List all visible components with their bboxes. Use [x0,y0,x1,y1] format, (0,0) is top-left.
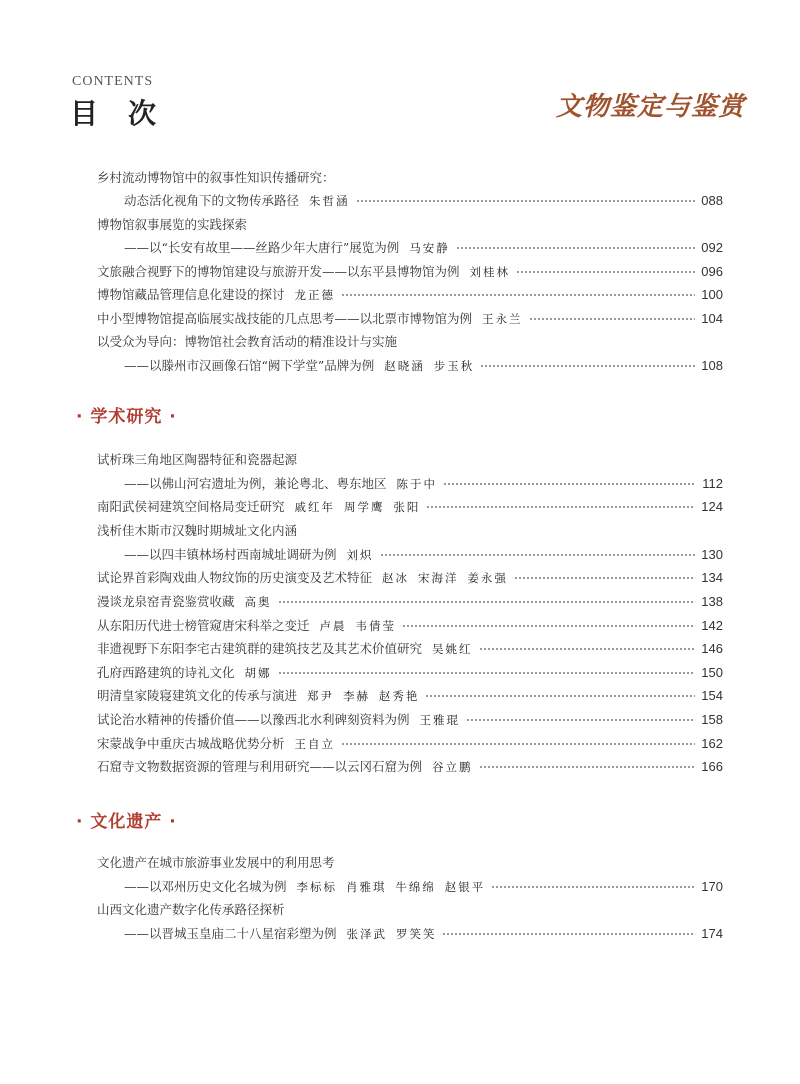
section-heading-cultural-heritage: · 文化遗产 · [76,812,177,832]
entry-title: ——以晋城玉皇庙二十八星宿彩塑为例 [124,926,337,941]
section-heading-academic-research: · 学术研究 · [76,407,177,427]
entry-author: 龙正德 [294,288,336,302]
entry-author: 高奥 [244,595,272,609]
entry-author: 马安静 [409,241,450,255]
entry-page: 092 [701,240,723,255]
leader-dots [278,601,696,603]
toc-entry[interactable] [97,309,723,329]
leader-dots [356,200,696,202]
entry-title: 南阳武侯祠建筑空间格局变迁研究 [97,499,285,514]
toc-entry[interactable] [97,568,723,588]
entry-page: 142 [701,618,723,633]
toc-title-line: 文化遗产在城市旅游事业发展中的利用思考 [97,855,335,870]
entry-author: 王雅琨 [419,713,461,727]
toc-title-line: 以受众为导向：博物馆社会教育活动的精准设计与实施 [97,334,398,349]
entry-title: 石窟寺文物数据资源的管理与利用研究——以云冈石窟为例 [97,759,423,774]
entry-author: 胡娜 [244,666,272,680]
entry-title: 非遗视野下东阳李宅古建筑群的建筑技艺及其艺术价值研究 [97,641,423,656]
entry-page: 104 [701,311,723,326]
toc-entry[interactable] [97,616,723,636]
leader-dots [480,365,695,367]
journal-logo: 文物鉴定与鉴赏 [556,92,746,122]
toc-entry[interactable] [97,734,723,754]
entry-page: 150 [701,665,723,680]
entry-title: 从东阳历代进士榜管窥唐宋科举之变迁 [97,618,310,633]
toc-title-line: 试析珠三角地区陶器特征和瓷器起源 [97,452,298,467]
toc-entry[interactable] [97,262,723,282]
entry-title: 动态活化视角下的文物传承路径 [124,193,300,208]
leader-dots [341,294,695,296]
toc-entry[interactable] [97,757,723,777]
toc-title-line: 山西文化遗产数字化传承路径探析 [97,902,285,917]
entry-author: 赵冰 宋海洋 姜永强 [382,571,508,585]
entry-page: 158 [701,712,723,727]
toc-entry[interactable] [124,877,723,897]
entry-title: 试论界首彩陶戏曲人物纹饰的历史演变及艺术特征 [97,570,373,585]
entry-page: 130 [701,547,723,562]
entry-title: 孔府西路建筑的诗礼文化 [97,665,235,680]
entry-page: 170 [701,879,723,894]
toc-entry[interactable] [97,639,723,659]
entry-page: 112 [702,476,723,491]
toc-title-line: 乡村流动博物馆中的叙事性知识传播研究： [97,170,335,185]
entry-author: 郑尹 李赫 赵秀艳 [307,689,420,703]
entry-page: 162 [701,736,723,751]
entry-author: 王自立 [294,737,336,751]
entry-author: 刘桂林 [469,265,511,279]
entry-page: 138 [701,594,723,609]
leader-dots [529,318,696,320]
leader-dots [425,695,695,697]
leader-dots [426,506,695,508]
entry-title: 漫谈龙泉窑青瓷鉴赏收藏 [97,594,235,609]
header-contents-en: CONTENTS [72,74,154,89]
leader-dots [443,483,696,485]
toc-entry[interactable] [97,686,723,706]
toc-entry[interactable] [124,191,723,211]
toc-entry[interactable] [124,545,723,565]
entry-title: 文旅融合视野下的博物馆建设与旅游开发——以东平县博物馆为例 [97,264,460,279]
entry-author: 李标标 肖雅琪 牛绵绵 赵银平 [296,880,486,894]
entry-author: 陈于中 [396,477,438,491]
toc-entry[interactable] [97,592,723,612]
entry-title: 试论治水精神的传播价值——以豫西北水利碑刻资料为例 [97,712,410,727]
toc-title-line: 浅析佳木斯市汉魏时期城址文化内涵 [97,523,298,538]
leader-dots [479,766,696,768]
entry-title: ——以滕州市汉画像石馆“阙下学堂”品牌为例 [124,358,375,373]
toc-entry[interactable] [97,497,723,517]
entry-author: 吴姚红 [432,642,473,656]
leader-dots [479,648,696,650]
entry-title: 宋蒙战争中重庆古城战略优势分析 [97,736,285,751]
toc-entry[interactable] [124,474,723,494]
toc-entry[interactable] [124,238,723,258]
entry-title: ——以四丰镇林场村西南城址调研为例 [124,547,337,562]
toc-entry[interactable] [124,924,723,944]
toc-entry[interactable] [97,663,723,683]
entry-page: 088 [701,193,723,208]
entry-title: 博物馆藏品管理信息化建设的探讨 [97,287,285,302]
entry-page: 096 [701,264,723,279]
entry-title: ——以邓州历史文化名城为例 [124,879,287,894]
entry-page: 134 [701,570,723,585]
entry-author: 赵晓涵 步玉秋 [384,359,475,373]
page-title: 目次 [70,97,187,130]
leader-dots [516,271,695,273]
leader-dots [456,247,696,249]
entry-title: ——以佛山河宕遗址为例，兼论粤北、粤东地区 [124,476,387,491]
toc-entry[interactable] [124,356,723,376]
entry-page: 124 [701,499,723,514]
entry-author: 卢晨 韦倩莹 [319,619,396,633]
toc-title-line: 博物馆叙事展览的实践探索 [97,217,248,232]
entry-page: 100 [701,287,723,302]
entry-author: 王永兰 [482,312,523,326]
entry-page: 108 [701,358,723,373]
leader-dots [514,577,695,579]
leader-dots [442,933,695,935]
entry-author: 戚红年 周学鹰 张阳 [294,500,421,514]
entry-page: 146 [701,641,723,656]
entry-page: 166 [701,759,723,774]
leader-dots [466,719,695,721]
leader-dots [402,625,695,627]
leader-dots [278,672,696,674]
entry-title: ——以“长安有故里——丝路少年大唐行”展览为例 [124,240,400,255]
entry-author: 刘炽 [346,548,374,562]
entry-title: 明清皇家陵寝建筑文化的传承与演进 [97,688,298,703]
entry-author: 谷立鹏 [432,760,473,774]
entry-author: 张泽武 罗笑笑 [346,927,437,941]
entry-page: 154 [701,688,723,703]
entry-author: 朱哲涵 [309,194,350,208]
toc-entry[interactable] [97,710,723,730]
entry-page: 174 [701,926,723,941]
leader-dots [491,886,695,888]
entry-title: 中小型博物馆提高临展实战技能的几点思考——以北票市博物馆为例 [97,311,473,326]
toc-entry[interactable] [97,285,723,305]
leader-dots [380,554,696,556]
leader-dots [341,743,695,745]
